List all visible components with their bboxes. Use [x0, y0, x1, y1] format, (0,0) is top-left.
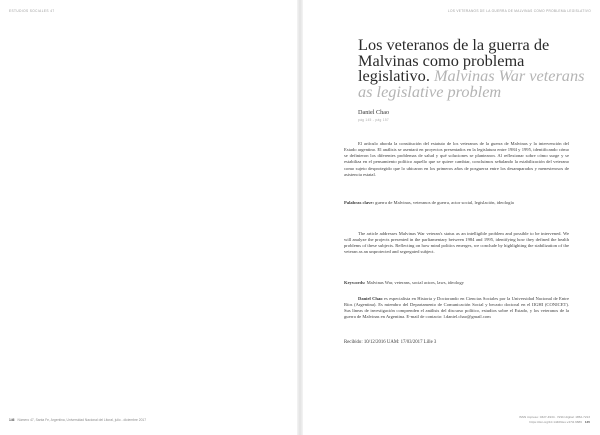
article-title-english: Malvinas War veterans as legislative problem — [358, 66, 585, 101]
author-bio-name: Daniel Chao — [358, 296, 383, 301]
author-bio-text: es especialista en Historia y Doctorando en Ciencias Sociales por la Universidad Nacional de Entre Ríos (Argentina). Es miembro del Departamento de Comunicación Social y becario doctoral en el IIGHI (CONICET). Sus líneas de investigación comprenden el análisis del discurso político, estudios sobre el Estado, y los veteranos de la guerra de Malvinas en Argentina. E-mail de contacto: l.daniel.chao@gmail.com — [344, 296, 569, 320]
author-name: Daniel Chao — [358, 109, 390, 116]
keywords-spanish — [344, 200, 569, 206]
left-footer-text: Número 47, Santa Fe, Argentina, Universidad Nacional del Litoral, julio - diciembre 2017 — [17, 418, 147, 422]
left-running-head: ESTUDIOS SOCIALES 47 — [9, 9, 55, 13]
right-running-head: LOS VETERANOS DE LA GUERRA DE MALVINAS COMO PROBLEMA LEGISLATIVO — [447, 9, 591, 13]
received-dates: Recibido: 10/12/2016 UAM: 17/03/2017 Lille 3 — [344, 340, 437, 345]
keywords-english-label: Keywords: — [344, 280, 366, 285]
keywords-spanish-label: Palabras clave: — [344, 200, 374, 205]
article-title — [358, 37, 593, 99]
right-page — [303, 0, 600, 435]
article-title-block — [358, 37, 593, 99]
right-footer — [519, 415, 590, 424]
left-footer — [9, 418, 146, 422]
author-page-range: pág 145 - pág 157 — [358, 118, 389, 122]
left-page-number: 146 — [9, 418, 15, 422]
left-page — [0, 0, 297, 435]
author-bio — [344, 296, 569, 321]
article-title-spanish: Los veteranos de la guerra de Malvinas como problema legislativo. — [358, 35, 550, 85]
abstract-english: The article addresses Malvinas War veteran's status as an intelligible problem and possible to be intervened. We will analyze the projects presented in the parliamentary between 1984 and 1995, identifying how they defined the health problems of these subjects. Reflecting on how mind politics emerges, we conclude by highlighting the stabilization of the veteran as an unprotected and segregated subject. — [344, 231, 569, 255]
abstract-spanish: El artículo aborda la constitución del estatuto de los veteranos de la guerra de Malvinas y la intervención del Estado argentino. El análisis se asentará en proyectos presentados en la legislatura entre 1984 y 1995, identificando cómo se definieron los diferentes problemas de salud y qué soluciones se plantearon. Al reflexionar sobre cómo surge y se estabiliza en el pensamiento político aquello que se quiere cambiar, concluimos señalando la estabilización del veterano como sujeto desprotegido que lo ubicaron en los primeros años de posguerra entre los desamparados y menesterosos de asistencia estatal. — [344, 141, 569, 177]
keywords-spanish-text: guerra de Malvinas, veteranos de guerra, actor social, legislación, ideología — [375, 200, 514, 205]
footer-doi: https://doi.org/10.14409/es.v47i2.6886 — [529, 419, 582, 424]
keywords-english — [344, 280, 569, 286]
keywords-english-text: Malvinas War, veterans, social actors, laws, ideology — [366, 280, 464, 285]
footer-issn: ISSN impreso: 0327-4934 · ISSN digital: 1852-7213 — [518, 415, 590, 420]
right-page-number: 145 — [584, 419, 590, 424]
